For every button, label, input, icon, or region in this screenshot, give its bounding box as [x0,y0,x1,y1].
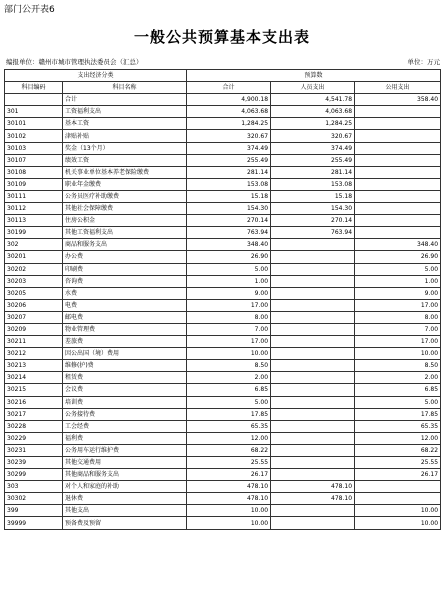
table-row [5,311,441,323]
cell-total: 26.17 [187,469,271,481]
cell-total: 478.10 [187,493,271,505]
cell-code: 30202 [5,263,63,275]
table-row [5,166,441,178]
cell-public [355,154,441,166]
cell-public: 5.00 [355,263,441,275]
cell-personnel: 4,063.68 [271,106,355,118]
cell-total: 65.35 [187,420,271,432]
cell-personnel [271,384,355,396]
cell-public: 10.00 [355,348,441,360]
cell-personnel: 374.49 [271,142,355,154]
cell-public: 2.00 [355,372,441,384]
cell-code [5,94,63,106]
cell-public: 6.85 [355,384,441,396]
cell-personnel: 270.14 [271,215,355,227]
cell-code: 30214 [5,372,63,384]
cell-total: 26.90 [187,251,271,263]
cell-public [355,493,441,505]
cell-name: 印刷费 [63,263,187,275]
header-row-groups [5,70,441,82]
cell-total: 68.22 [187,444,271,456]
cell-total: 154.30 [187,203,271,215]
cell-code: 30101 [5,118,63,130]
header-total: 合计 [187,82,271,94]
cell-public: 358.40 [355,94,441,106]
cell-code: 30212 [5,348,63,360]
table-row [5,275,441,287]
cell-name: 基本工资 [63,118,187,130]
table-row [5,239,441,251]
cell-name: 办公费 [63,251,187,263]
table-row [5,299,441,311]
cell-personnel [271,311,355,323]
cell-name: 差旅费 [63,336,187,348]
cell-public: 17.00 [355,336,441,348]
cell-name: 因公出国（境）费用 [63,348,187,360]
cell-code: 302 [5,239,63,251]
header-economic-category: 支出经济分类 [5,70,187,82]
cell-personnel: 1,284.25 [271,118,355,130]
cell-code: 39999 [5,517,63,529]
cell-public [355,166,441,178]
form-number-note: 部门公开表6 [4,5,55,15]
page-title: 一般公共预算基本支出表 [133,28,310,46]
table-row [5,287,441,299]
cell-personnel [271,432,355,444]
cell-personnel [271,505,355,517]
cell-name: 公务接待费 [63,408,187,420]
cell-total: 2.00 [187,372,271,384]
cell-name: 公务员医疗补助缴费 [63,190,187,202]
cell-code: 30229 [5,432,63,444]
table-row [5,469,441,481]
cell-code: 303 [5,481,63,493]
cell-code: 30112 [5,203,63,215]
cell-name: 绩效工资 [63,154,187,166]
cell-total: 9.00 [187,287,271,299]
table-row [5,178,441,190]
cell-code: 30239 [5,457,63,469]
cell-code: 30201 [5,251,63,263]
cell-public: 1.00 [355,275,441,287]
cell-personnel [271,348,355,360]
cell-public: 68.22 [355,444,441,456]
table-row [5,432,441,444]
cell-public [355,142,441,154]
cell-total: 17.00 [187,336,271,348]
cell-total: 7.00 [187,323,271,335]
cell-public [355,481,441,493]
cell-name: 咨询费 [63,275,187,287]
reporting-unit-label: 编报单位：赣州市城市管理执法委员会（汇总） [6,58,143,66]
table-row [5,323,441,335]
cell-code: 30207 [5,311,63,323]
cell-personnel [271,323,355,335]
cell-personnel: 478.10 [271,481,355,493]
table-row [5,505,441,517]
cell-name: 福利费 [63,432,187,444]
cell-public: 65.35 [355,420,441,432]
cell-public: 26.90 [355,251,441,263]
cell-personnel [271,360,355,372]
header-budget-amount: 预算数 [187,70,441,82]
table-row [5,130,441,142]
cell-total: 5.00 [187,263,271,275]
cell-personnel [271,251,355,263]
cell-code: 399 [5,505,63,517]
table-row [5,384,441,396]
header-name: 科目名称 [63,82,187,94]
cell-name: 其他社会保障缴费 [63,203,187,215]
cell-total: 8.50 [187,360,271,372]
cell-total: 10.00 [187,517,271,529]
cell-name: 奖金（13个月） [63,142,187,154]
cell-personnel: 763.94 [271,227,355,239]
cell-total: 15.18 [187,190,271,202]
cell-name: 预备费及预留 [63,517,187,529]
cell-name: 其他支出 [63,505,187,517]
amount-unit-label: 单位：万元 [407,58,440,66]
header-personnel: 人员支出 [271,82,355,94]
cell-personnel [271,444,355,456]
cell-code: 30203 [5,275,63,287]
cell-name: 培训费 [63,396,187,408]
cell-total: 10.00 [187,348,271,360]
cell-personnel: 153.08 [271,178,355,190]
cell-public [355,130,441,142]
cell-total: 763.94 [187,227,271,239]
cell-public [355,203,441,215]
cell-public: 26.17 [355,469,441,481]
cell-total: 374.49 [187,142,271,154]
cell-name: 津贴补贴 [63,130,187,142]
cell-name: 维修(护)费 [63,360,187,372]
table-row [5,215,441,227]
cell-code: 30213 [5,360,63,372]
cell-total: 281.14 [187,166,271,178]
cell-personnel: 478.10 [271,493,355,505]
cell-code: 30199 [5,227,63,239]
cell-name: 职业年金缴费 [63,178,187,190]
cell-total: 1,284.25 [187,118,271,130]
cell-name: 对个人和家庭的补助 [63,481,187,493]
cell-public [355,227,441,239]
table-row [5,203,441,215]
cell-personnel: 255.49 [271,154,355,166]
cell-total: 10.00 [187,505,271,517]
cell-personnel [271,457,355,469]
budget-table [4,69,441,530]
cell-code: 30206 [5,299,63,311]
cell-total: 348.40 [187,239,271,251]
table-row [5,457,441,469]
table-row [5,94,441,106]
cell-code: 30302 [5,493,63,505]
cell-public: 17.00 [355,299,441,311]
cell-personnel: 320.67 [271,130,355,142]
table-body [5,94,441,529]
cell-name: 退休费 [63,493,187,505]
table-row [5,118,441,130]
cell-code: 30299 [5,469,63,481]
cell-personnel [271,299,355,311]
cell-personnel [271,420,355,432]
cell-personnel [271,517,355,529]
cell-code: 30209 [5,323,63,335]
cell-personnel [271,396,355,408]
cell-public: 10.00 [355,505,441,517]
cell-code: 30231 [5,444,63,456]
cell-code: 30217 [5,408,63,420]
cell-personnel: 281.14 [271,166,355,178]
cell-name: 其他工资福利支出 [63,227,187,239]
table-row [5,481,441,493]
cell-name: 其他商品和服务支出 [63,469,187,481]
cell-name: 商品和服务支出 [63,239,187,251]
cell-code: 30228 [5,420,63,432]
cell-personnel [271,239,355,251]
cell-personnel [271,336,355,348]
cell-total: 320.67 [187,130,271,142]
table-row [5,106,441,118]
cell-name: 水费 [63,287,187,299]
cell-name: 电费 [63,299,187,311]
cell-code: 30205 [5,287,63,299]
cell-public [355,215,441,227]
cell-name: 租赁费 [63,372,187,384]
cell-public: 9.00 [355,287,441,299]
table-row [5,227,441,239]
cell-total: 17.85 [187,408,271,420]
cell-public: 17.85 [355,408,441,420]
cell-personnel [271,469,355,481]
table-row [5,372,441,384]
cell-public [355,178,441,190]
cell-name: 物业管理费 [63,323,187,335]
table-row [5,444,441,456]
cell-total: 4,900.18 [187,94,271,106]
cell-personnel [271,263,355,275]
cell-personnel: 154.30 [271,203,355,215]
cell-public: 12.00 [355,432,441,444]
cell-name: 工资福利支出 [63,106,187,118]
cell-public: 25.55 [355,457,441,469]
cell-code: 30103 [5,142,63,154]
cell-total: 6.85 [187,384,271,396]
cell-total: 1.00 [187,275,271,287]
table-row [5,251,441,263]
header-code: 科目编码 [5,82,63,94]
cell-public [355,190,441,202]
cell-public: 7.00 [355,323,441,335]
cell-public: 5.00 [355,396,441,408]
table-row [5,154,441,166]
cell-personnel [271,408,355,420]
table-row [5,348,441,360]
table-row [5,336,441,348]
cell-code: 30216 [5,396,63,408]
cell-name: 机关事业单位基本养老保险缴费 [63,166,187,178]
cell-public [355,118,441,130]
cell-total: 25.55 [187,457,271,469]
cell-public: 348.40 [355,239,441,251]
cell-code: 30102 [5,130,63,142]
table-row [5,360,441,372]
cell-name: 邮电费 [63,311,187,323]
table-row [5,142,441,154]
cell-code: 301 [5,106,63,118]
header-row-columns [5,82,441,94]
cell-code: 30109 [5,178,63,190]
cell-total: 17.00 [187,299,271,311]
cell-total: 4,063.68 [187,106,271,118]
cell-personnel: 4,541.78 [271,94,355,106]
cell-total: 153.08 [187,178,271,190]
cell-total: 5.00 [187,396,271,408]
cell-code: 30215 [5,384,63,396]
cell-total: 478.10 [187,481,271,493]
cell-total: 255.49 [187,154,271,166]
cell-name: 合计 [63,94,187,106]
cell-code: 30111 [5,190,63,202]
cell-personnel [271,275,355,287]
table-row [5,396,441,408]
table-row [5,420,441,432]
cell-name: 会议费 [63,384,187,396]
table-row [5,408,441,420]
cell-public: 8.50 [355,360,441,372]
cell-total: 270.14 [187,215,271,227]
table-row [5,493,441,505]
cell-total: 8.00 [187,311,271,323]
cell-personnel [271,287,355,299]
table-row [5,190,441,202]
cell-personnel: 15.18 [271,190,355,202]
cell-code: 30211 [5,336,63,348]
cell-public: 8.00 [355,311,441,323]
cell-public [355,106,441,118]
table-row [5,263,441,275]
cell-code: 30108 [5,166,63,178]
table-row [5,517,441,529]
cell-name: 公务用车运行维护费 [63,444,187,456]
cell-personnel [271,372,355,384]
cell-total: 12.00 [187,432,271,444]
cell-code: 30113 [5,215,63,227]
header-public: 公用支出 [355,82,441,94]
cell-code: 30107 [5,154,63,166]
report-meta-line [4,57,440,67]
cell-public: 10.00 [355,517,441,529]
cell-name: 其他交通费用 [63,457,187,469]
cell-name: 工会经费 [63,420,187,432]
cell-name: 住房公积金 [63,215,187,227]
